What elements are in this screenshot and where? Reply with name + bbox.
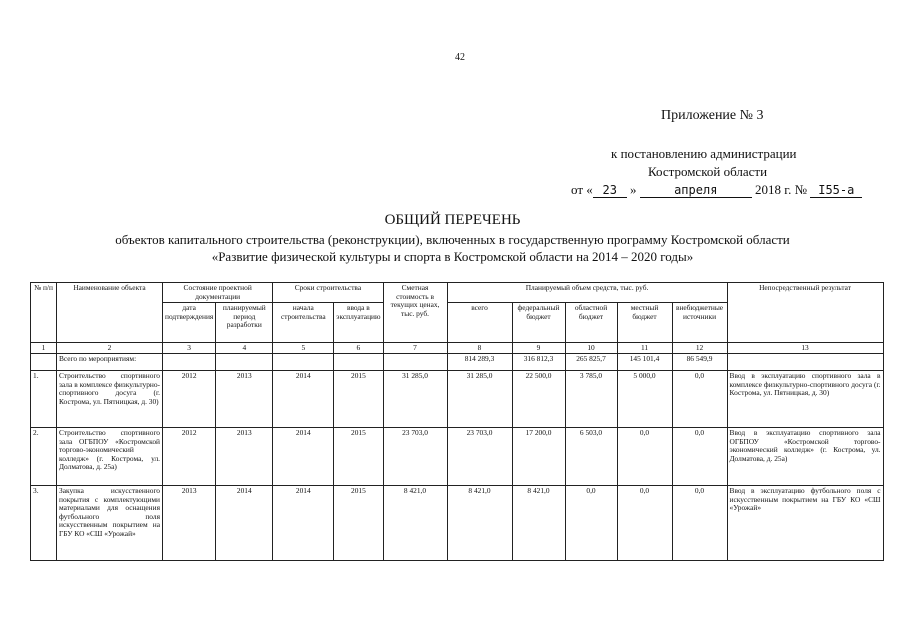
row-no: 3. [31,486,57,561]
row-name: Строительство спортивного зала в комплексе физкультурно-спортивного досуга (г. Кострома, ул. Пятницкая, д. 30) [57,371,163,428]
row-commission: 2015 [334,428,383,486]
table-row-total [31,354,884,371]
row-local: 5 000,0 [617,371,672,428]
resolution-line-2: Костромской области [648,164,768,179]
header-estimate: Сметная стоимость в текущих ценах, тыс. руб. [383,283,447,343]
row-estimate: 8 421,0 [383,486,447,561]
column-numbers-row [31,343,884,354]
col-number: 7 [383,343,447,354]
total-local: 145 101,4 [617,354,672,371]
col-number: 11 [617,343,672,354]
total-sum: 814 289,3 [447,354,512,371]
table-row [31,428,884,486]
date-month: апреля [640,183,752,198]
row-start: 2014 [273,486,334,561]
date-prefix: от « [571,182,593,197]
row-approved: 2012 [163,371,216,428]
date-mid: » [630,182,637,197]
header-funds-extra: внебюджетные источники [672,303,727,343]
header-funds-federal: федеральный бюджет [512,303,565,343]
total-no [31,354,57,371]
header-design-approved: дата подтверждения [163,303,216,343]
row-extra: 0,0 [672,428,727,486]
row-result: Ввод в эксплуатацию спортивного зала ОГБПОУ «Костромской торгово-экономический колледж» (г. Кострома, ул. Долматова, д. 25а) [727,428,883,486]
row-commission: 2015 [334,371,383,428]
col-number: 5 [273,343,334,354]
document-title: ОБЩИЙ ПЕРЕЧЕНЬ [384,212,521,228]
row-result: Ввод в эксплуатацию футбольного поля с искусственным покрытием на ГБУ КО «СШ «Урожай» [727,486,883,561]
row-planned: 2013 [216,371,273,428]
row-no: 1. [31,371,57,428]
total-label: Всего по мероприятиям: [57,354,163,371]
row-result: Ввод в эксплуатацию спортивного зала в комплексе физкультурно-спортивного досуга (г. Кострома, ул. Пятницкая, д. 30) [727,371,883,428]
row-start: 2014 [273,428,334,486]
row-total: 31 285,0 [447,371,512,428]
col-number: 1 [31,343,57,354]
col-number: 10 [565,343,617,354]
row-local: 0,0 [617,486,672,561]
date-day: 23 [593,183,627,198]
row-name: Строительство спортивного зала ОГБПОУ «Костромской торгово-экономический колледж» (г. Кострома, ул. Долматова, д. 25а) [57,428,163,486]
table-row [31,486,884,561]
col-number: 13 [727,343,883,354]
header-funds-local: местный бюджет [617,303,672,343]
row-planned: 2014 [216,486,273,561]
header-terms-commission: ввода в эксплуатацию [334,303,383,343]
total-extra: 86 549,9 [672,354,727,371]
resolution-date-line [571,182,862,198]
header-terms-start: начала строительства [273,303,334,343]
row-no: 2. [31,428,57,486]
header-funds: Планируемый объем средств, тыс. руб. [447,283,727,303]
total-regional: 265 825,7 [565,354,617,371]
header-funds-regional: областной бюджет [565,303,617,343]
table-row [31,371,884,428]
col-number: 6 [334,343,383,354]
resolution-line-1: к постановлению администрации [611,146,797,161]
document-subtitle-2: «Развитие физической культуры и спорта в Костромской области на 2014 – 2020 годы» [211,249,694,264]
row-commission: 2015 [334,486,383,561]
col-number: 12 [672,343,727,354]
page-number: 42 [455,52,465,63]
row-local: 0,0 [617,428,672,486]
row-estimate: 31 285,0 [383,371,447,428]
row-start: 2014 [273,371,334,428]
row-name: Закупка искусственного покрытия с комплектующими материалами для оснащения футбольного поля искусственным покрытием на ГБУ КО «СШ «Урожай» [57,486,163,561]
total-federal: 316 812,3 [512,354,565,371]
col-number: 3 [163,343,216,354]
row-extra: 0,0 [672,371,727,428]
header-result: Непосредственный результат [727,283,883,343]
header-terms: Сроки строительства [273,283,383,303]
objects-table [30,282,884,561]
row-total: 23 703,0 [447,428,512,486]
row-total: 8 421,0 [447,486,512,561]
header-no: № п/п [31,283,57,343]
col-number: 8 [447,343,512,354]
row-estimate: 23 703,0 [383,428,447,486]
row-federal: 8 421,0 [512,486,565,561]
row-federal: 17 200,0 [512,428,565,486]
row-regional: 0,0 [565,486,617,561]
row-approved: 2012 [163,428,216,486]
appendix-label: Приложение № 3 [661,108,764,123]
row-regional: 3 785,0 [565,371,617,428]
col-number: 9 [512,343,565,354]
col-number: 4 [216,343,273,354]
row-planned: 2013 [216,428,273,486]
row-federal: 22 500,0 [512,371,565,428]
col-number: 2 [57,343,163,354]
header-design: Состояние проектной документации [163,283,273,303]
header-name: Наименование объекта [57,283,163,343]
row-regional: 6 503,0 [565,428,617,486]
row-approved: 2013 [163,486,216,561]
header-design-planned: планируемый период разработки [216,303,273,343]
document-subtitle-1: объектов капитального строительства (реконструкции), включенных в государственную программу Костромской области [115,232,790,247]
date-year: 2018 г. № [755,182,808,197]
resolution-number: I55-а [810,183,862,198]
header-funds-total: всего [447,303,512,343]
row-extra: 0,0 [672,486,727,561]
